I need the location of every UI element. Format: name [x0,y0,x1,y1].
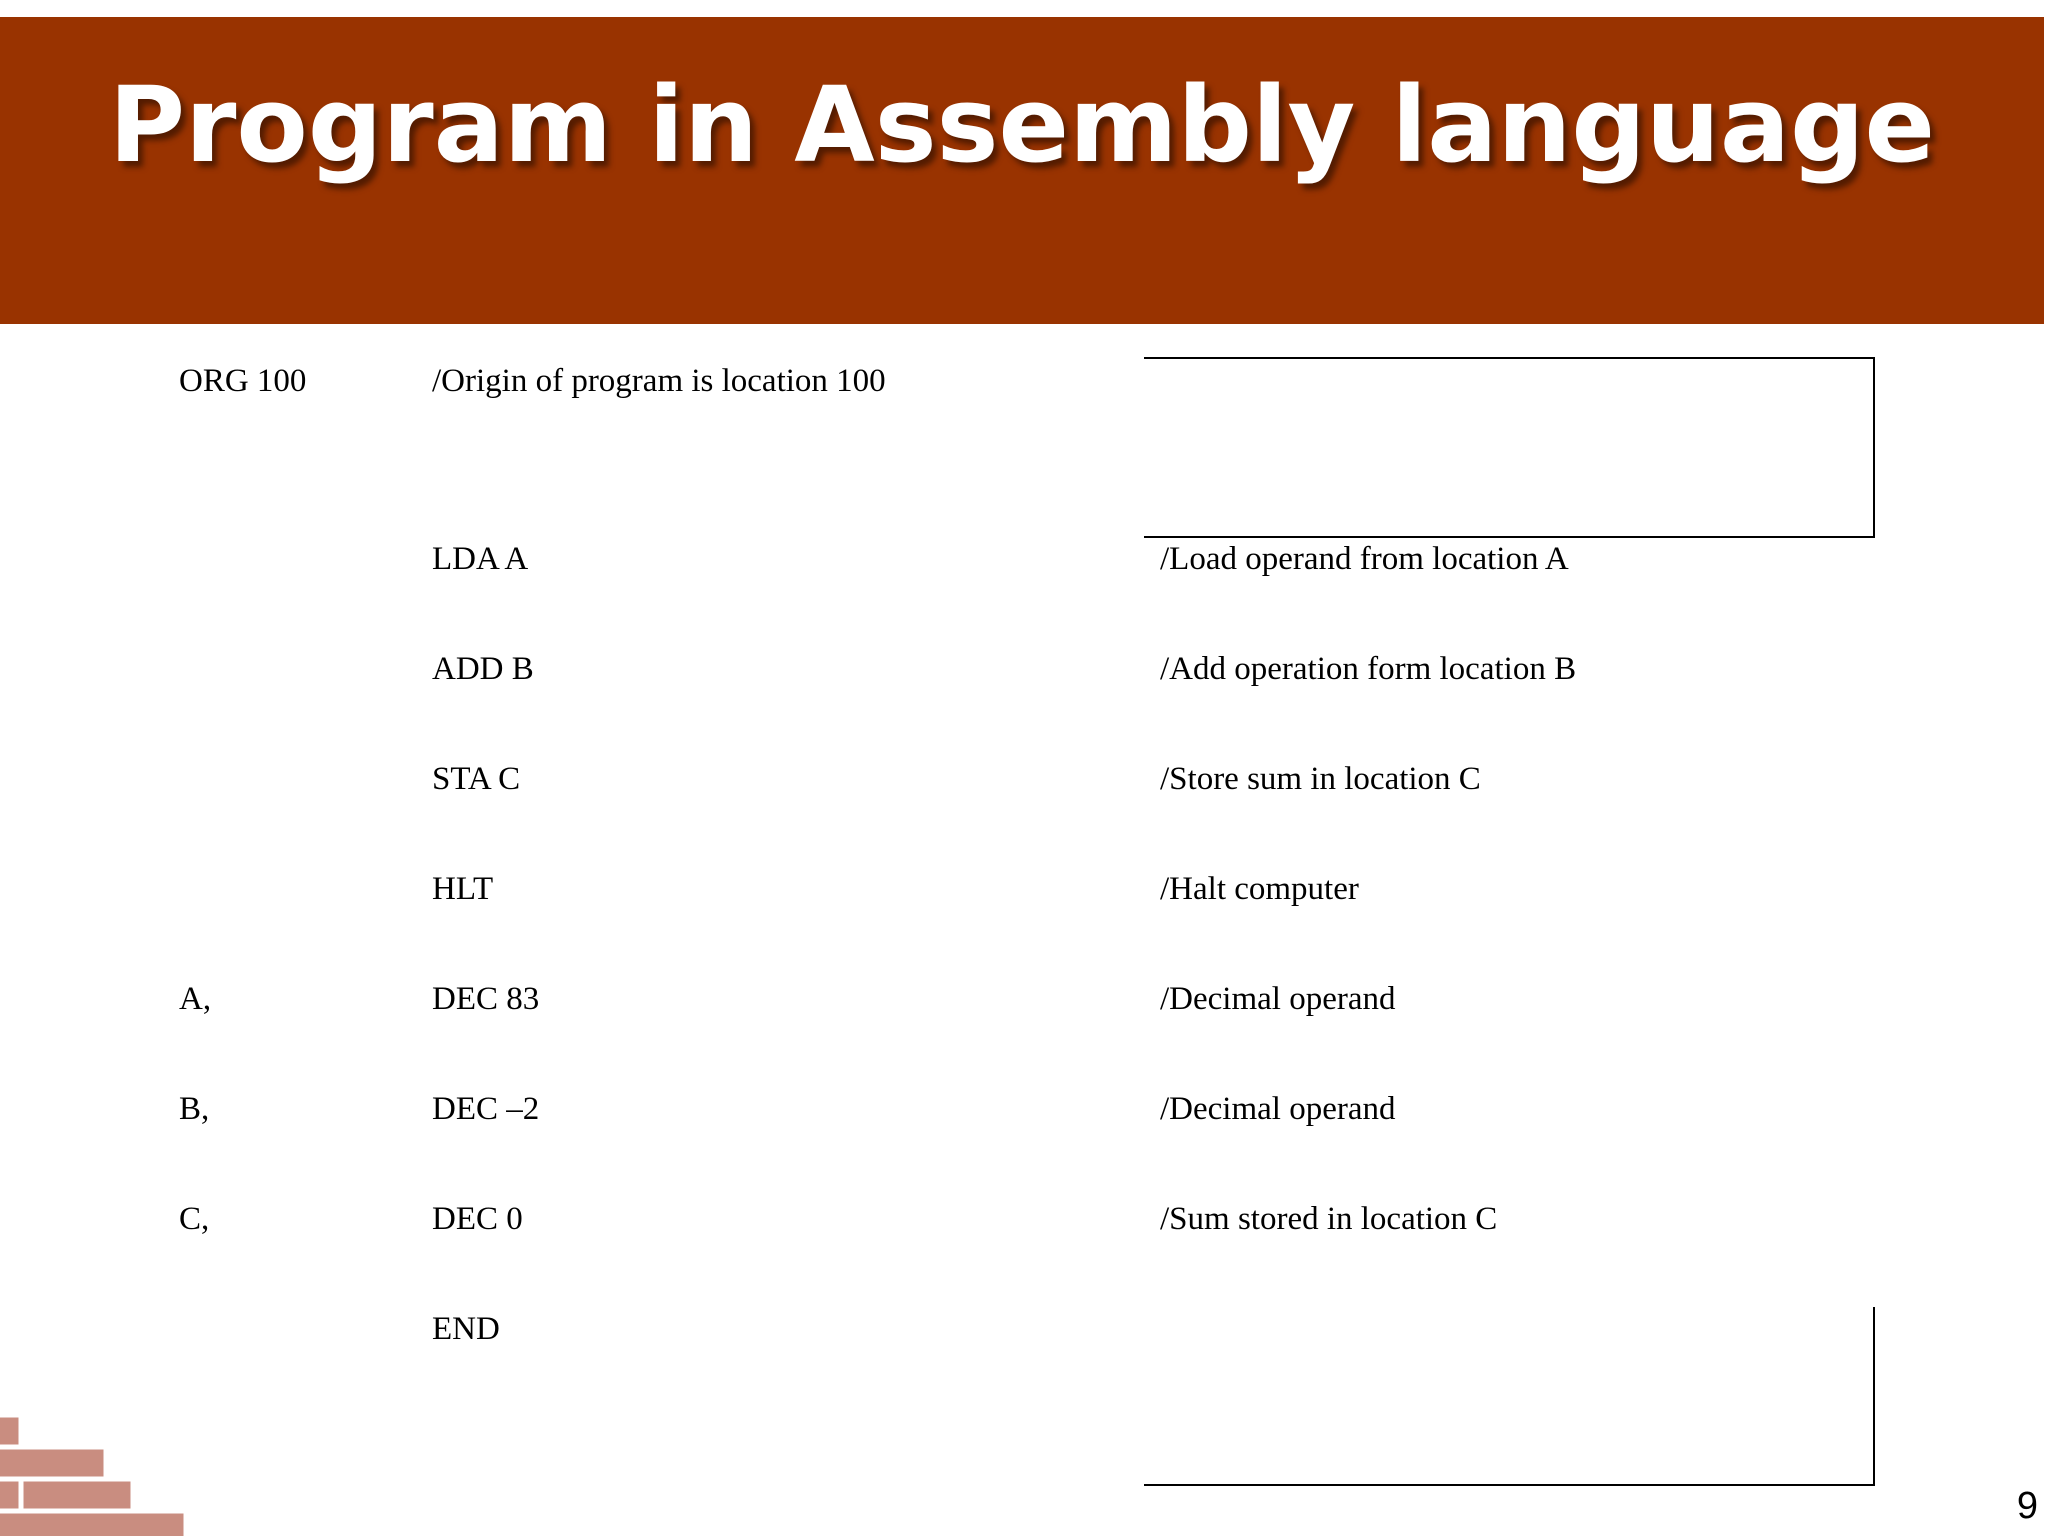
brick [22,1480,132,1510]
brick [0,1480,20,1510]
code-label: C, [179,1201,210,1237]
bracket-bottom-side [1873,1307,1875,1486]
page-number: 9 [2016,1485,2038,1527]
code-instruction: END [432,1311,500,1347]
code-comment: /Halt computer [1160,871,1359,907]
code-instruction: /Origin of program is location 100 [432,363,886,399]
brick [0,1416,20,1446]
bracket-top-bottom-line [1144,536,1875,538]
code-label: B, [179,1091,210,1127]
brick-wall-decoration [0,1416,200,1536]
code-comment: /Decimal operand [1160,1091,1396,1127]
bracket-top-line [1144,357,1875,359]
brick-group [0,1416,185,1536]
code-label: A, [179,981,212,1017]
code-comment: /Store sum in location C [1160,761,1481,797]
code-instruction: DEC –2 [432,1091,540,1127]
bracket-bottom-line [1144,1484,1875,1486]
code-instruction: ADD B [432,651,534,687]
code-instruction: DEC 0 [432,1201,523,1237]
bracket-top-side [1873,357,1875,538]
code-comment: /Add operation form location B [1160,651,1577,687]
brick [0,1512,185,1536]
code-comment: /Decimal operand [1160,981,1396,1017]
code-comment: /Load operand from location A [1160,541,1569,577]
code-comment: /Sum stored in location C [1160,1201,1498,1237]
code-instruction: HLT [432,871,494,907]
code-instruction: DEC 83 [432,981,540,1017]
code-instruction: STA C [432,761,521,797]
code-label: ORG 100 [179,363,307,399]
slide-title: Program in Assembly language [108,64,1936,186]
code-instruction: LDA A [432,541,529,577]
brick [0,1448,105,1478]
